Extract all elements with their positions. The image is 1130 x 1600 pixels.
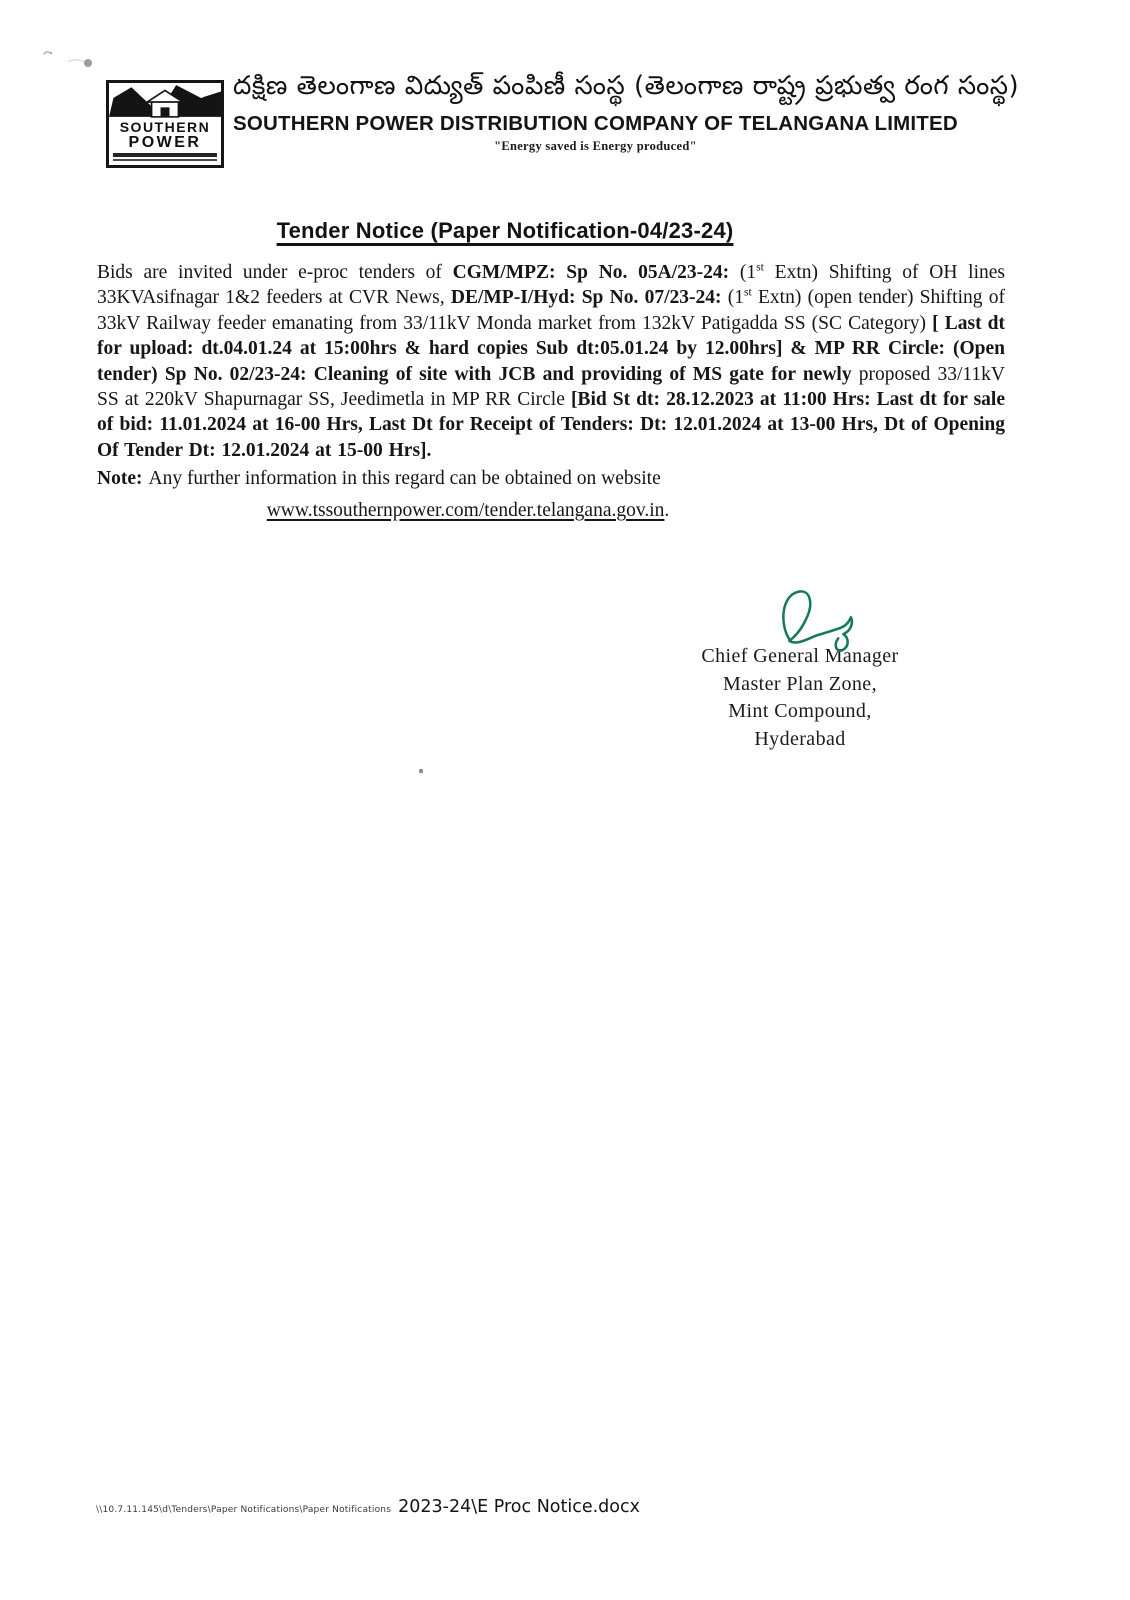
letterhead — [233, 66, 1033, 155]
file-path-prefix: \\10.7.11.145\d\Tenders\Paper Notifications\Paper Notifications — [96, 1505, 392, 1515]
signature-ink — [762, 586, 874, 662]
logo-artwork — [109, 83, 221, 119]
logo-text-southern: SOUTHERN — [119, 119, 211, 135]
signatory-designation: Chief General Manager — [701, 645, 899, 667]
note-line — [97, 468, 1005, 490]
signatory-city: Hyderabad — [754, 727, 846, 750]
logo-fine-print-bar — [113, 159, 216, 161]
tender-notice-title: Tender Notice (Paper Notification-04/23-24) — [276, 218, 734, 243]
note-text: Any further information in this regard can be obtained on website — [148, 468, 661, 489]
logo-fine-print-bar — [113, 153, 216, 157]
website-link[interactable]: www.tssouthernpower.com/tender.telangana.gov.in — [266, 500, 665, 521]
signatory-address: Mint Compound, — [728, 700, 872, 722]
signatory-zone: Master Plan Zone, — [723, 672, 877, 695]
note-label: Note: — [97, 468, 143, 489]
scan-smudge-mark — [38, 46, 108, 72]
website-period: . — [664, 500, 670, 521]
website-line — [97, 500, 839, 522]
tender-body: Bids are invited under e-proc tenders of CGM/MPZ: Sp No. 05A/23-24: (1st Extn) Shifting of OH lines 33KVAsifnagar 1&2 feeders at CVR News, DE/MP-I/Hyd: Sp No. 07/23-24: (1st Extn) (open tender) Shifting of 33kV Railway feeder emanating from 33/11kV Monda market from 132kV Patigadda SS (SC Category) [ Last dt for upload: dt.04.01.24 at 15:00hrs & hard copies Sub dt:05.01.24 by 12.00hrs] & MP RR Circle: (Open tender) Sp No. 02/23-24: Cleaning of site with JCB and providing of MS gate for newly proposed 33/11kV SS at 220kV Shapurnagar SS, Jeedimetla in MP RR Circle [Bid St dt: 28.12.2023 at 11:00 Hrs: Last dt for sale of bid: 11.01.2024 at 16-00 Hrs, Last Dt for Receipt of Tenders: Dt: 12.01.2024 at 13-00 Hrs, Dt of Opening Of Tender Dt: 12.01.2024 at 15-00 Hrs]. — [97, 260, 1006, 461]
file-name: 2023-24\E Proc Notice.docx — [398, 1497, 640, 1517]
signature-block — [640, 586, 960, 753]
document-footer — [96, 1497, 1096, 1517]
company-logo — [106, 80, 224, 168]
company-name-block — [233, 112, 958, 154]
company-tagline: "Energy saved is Energy produced" — [494, 139, 697, 153]
company-name-english: SOUTHERN POWER DISTRIBUTION COMPANY OF TELANGANA LIMITED — [233, 112, 958, 135]
scan-artifact-dot — [419, 769, 423, 773]
company-name-telugu: దక్షిణ తెలంగాణ విద్యుత్ పంపిణీ సంస్థ (తెలంగాణ రాష్ట్ర ప్రభుత్వ రంగ సంస్థ) — [233, 71, 1020, 101]
logo-text-power: POWER — [128, 134, 202, 151]
